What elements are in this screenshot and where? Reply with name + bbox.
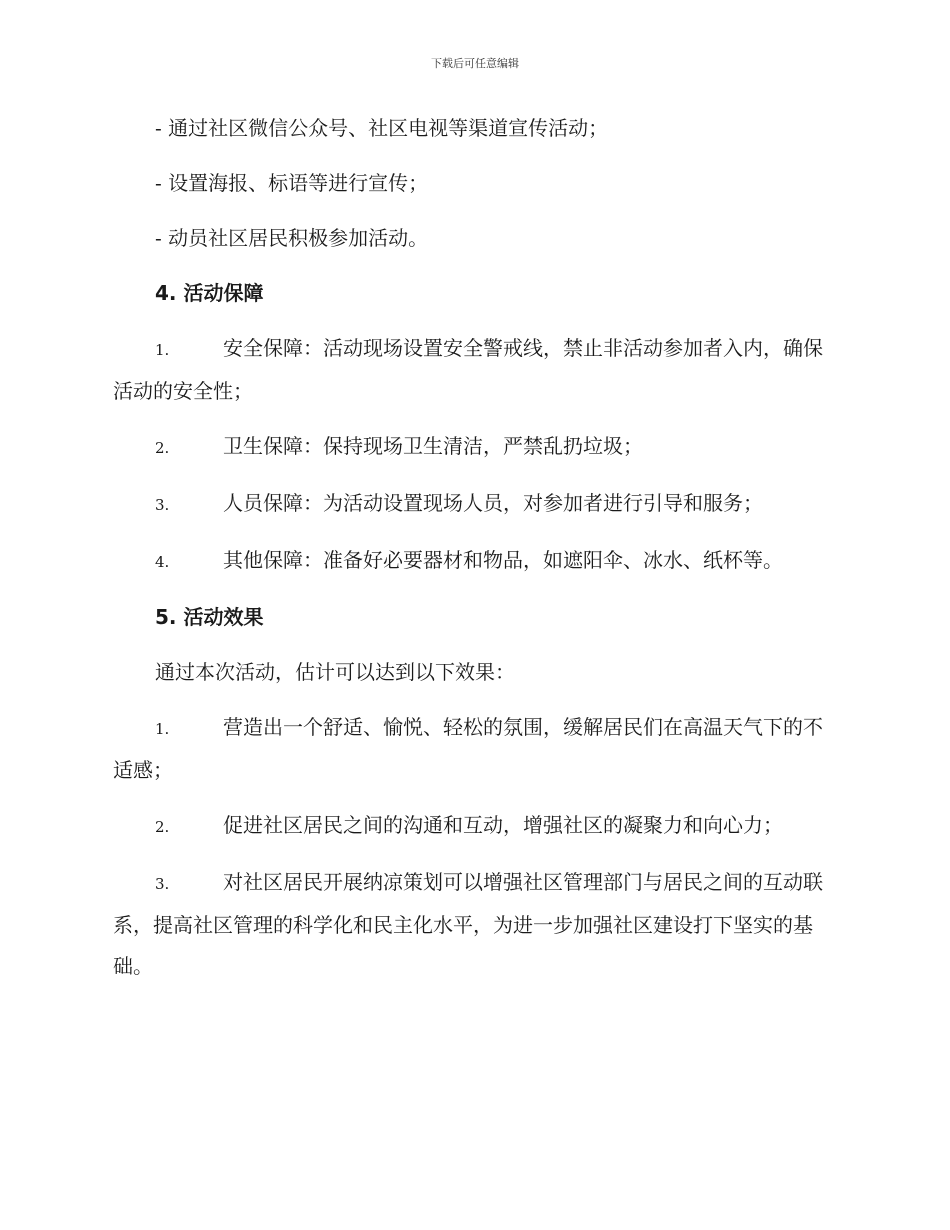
item-text: 其他保障：准备好必要器材和物品，如遮阳伞、冰水、纸杯等。: [223, 548, 783, 572]
item-text: 对社区居民开展纳凉策划可以增强社区管理部门与居民之间的互动联系，提高社区管理的科学化和民主化水平，为进一步加强社区建设打下坚实的基础。: [113, 870, 823, 978]
item-text: 卫生保障：保持现场卫生清洁，严禁乱扔垃圾；: [223, 434, 643, 458]
numbered-item: [113, 707, 833, 791]
item-number: 1.: [155, 720, 170, 738]
numbered-item: [113, 862, 833, 987]
item-text: 促进社区居民之间的沟通和互动，增强社区的凝聚力和向心力；: [223, 813, 783, 837]
bullet-item: - 通过社区微信公众号、社区电视等渠道宣传活动；: [155, 116, 609, 140]
item-number: 2.: [155, 818, 170, 836]
item-text: 人员保障：为活动设置现场人员，对参加者进行引导和服务；: [223, 491, 763, 515]
page-header: 下载后可任意编辑: [431, 57, 519, 70]
item-text: 安全保障：活动现场设置安全警戒线，禁止非活动参加者入内，确保活动的安全性；: [113, 336, 823, 403]
item-text: 营造出一个舒适、愉悦、轻松的氛围，缓解居民们在高温天气下的不适感；: [113, 715, 823, 782]
item-number: 2.: [155, 439, 170, 457]
section-heading-4: 4. 活动保障: [155, 281, 264, 305]
item-number: 1.: [155, 341, 170, 359]
numbered-item: [113, 426, 833, 469]
section-intro: 通过本次活动，估计可以达到以下效果：: [155, 660, 515, 684]
item-number: 4.: [155, 553, 170, 571]
document-body: [113, 108, 833, 1001]
numbered-item: [113, 483, 833, 526]
section-heading-5: 5. 活动效果: [155, 605, 264, 629]
item-number: 3.: [155, 496, 170, 514]
numbered-item: [113, 540, 833, 583]
bullet-item: - 动员社区居民积极参加活动。: [155, 226, 429, 250]
bullet-item: - 设置海报、标语等进行宣传；: [155, 171, 429, 195]
item-number: 3.: [155, 875, 170, 893]
numbered-item: [113, 805, 833, 848]
numbered-item: [113, 328, 833, 412]
